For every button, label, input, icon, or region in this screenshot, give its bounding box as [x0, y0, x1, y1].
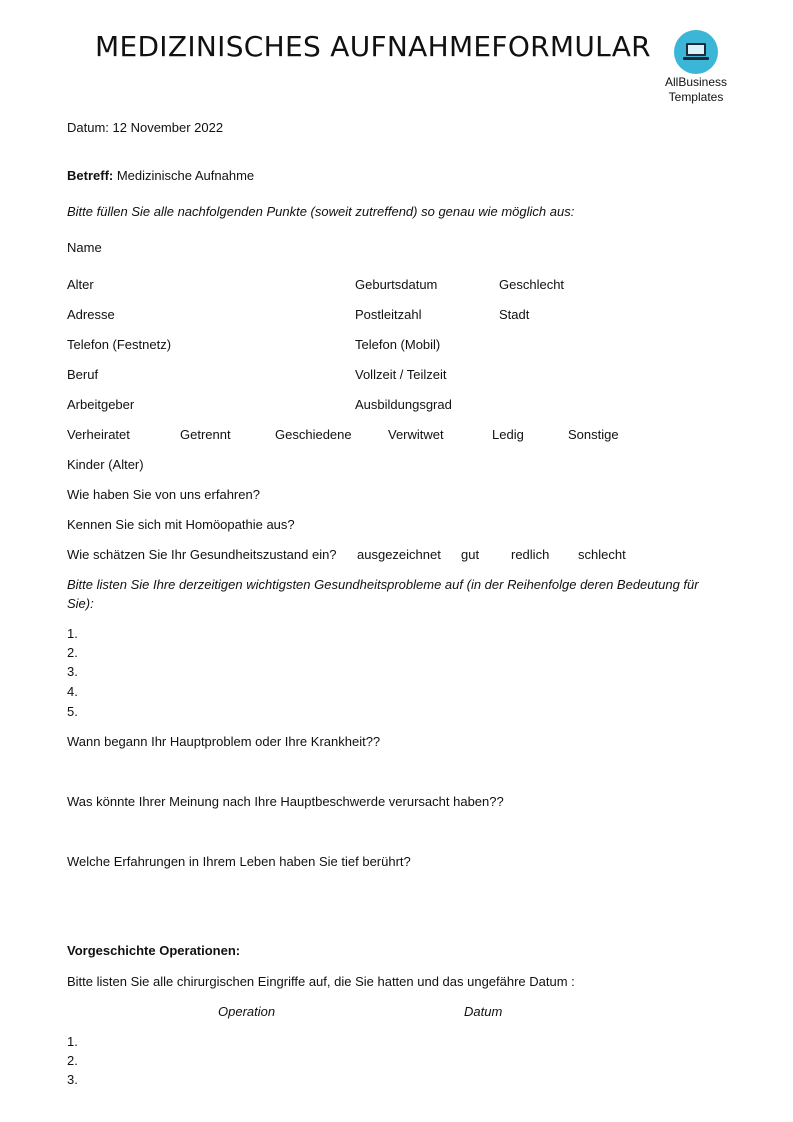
subject-value: Medizinische Aufnahme: [113, 168, 255, 183]
operation-item-2[interactable]: 2.: [67, 1053, 78, 1068]
operations-heading: Vorgeschichte Operationen:: [67, 943, 241, 958]
allbusiness-logo: [660, 30, 732, 104]
subject-label: Betreff:: [67, 168, 114, 183]
question-ursache[interactable]: Was könnte Ihrer Meinung nach Ihre Hauptbeschwerde verursacht haben??: [67, 794, 504, 809]
marital-option-getrennt[interactable]: Getrennt: [180, 427, 231, 442]
field-beruf[interactable]: Beruf: [67, 367, 99, 382]
field-erfahren[interactable]: Wie haben Sie von uns erfahren?: [67, 487, 260, 502]
logo-text-line2: Templates: [668, 90, 724, 104]
operations-column-operation: Operation: [218, 1004, 276, 1019]
operation-item-3[interactable]: 3.: [67, 1072, 78, 1087]
problem-item-4[interactable]: 4.: [67, 684, 78, 699]
health-option-schlecht[interactable]: schlecht: [578, 547, 626, 562]
field-kinder[interactable]: Kinder (Alter): [67, 457, 144, 472]
question-hauptproblem[interactable]: Wann begann Ihr Hauptproblem oder Ihre Krankheit??: [67, 734, 381, 749]
problem-item-1[interactable]: 1.: [67, 626, 78, 641]
question-erfahrungen[interactable]: Welche Erfahrungen in Ihrem Leben haben Sie tief berührt?: [67, 854, 411, 869]
problems-instruction-line2: Sie):: [67, 596, 94, 611]
field-arbeitgeber[interactable]: Arbeitgeber: [67, 397, 135, 412]
operations-instruction: Bitte listen Sie alle chirurgischen Eingriffe auf, die Sie hatten und das ungefähre Datum :: [67, 974, 575, 989]
marital-option-geschiedene[interactable]: Geschiedene: [275, 427, 352, 442]
operation-item-1[interactable]: 1.: [67, 1034, 78, 1049]
marital-option-verheiratet[interactable]: Verheiratet: [67, 427, 130, 442]
subject-line: [67, 168, 254, 184]
date-line: Datum: 12 November 2022: [67, 120, 224, 135]
operations-column-datum: Datum: [464, 1004, 503, 1019]
laptop-icon: [674, 30, 718, 74]
marital-option-verwitwet[interactable]: Verwitwet: [388, 427, 444, 442]
field-geburtsdatum[interactable]: Geburtsdatum: [355, 277, 438, 292]
instruction-text: Bitte füllen Sie alle nachfolgenden Punkte (soweit zutreffend) so genau wie möglich aus:: [67, 204, 575, 219]
field-name[interactable]: Name: [67, 240, 102, 255]
field-vollzeit-teilzeit[interactable]: Vollzeit / Teilzeit: [355, 367, 447, 382]
field-ausbildungsgrad[interactable]: Ausbildungsgrad: [355, 397, 452, 412]
field-telefon-mobil[interactable]: Telefon (Mobil): [355, 337, 441, 352]
field-postleitzahl[interactable]: Postleitzahl: [355, 307, 422, 322]
problems-instruction-line1: Bitte listen Sie Ihre derzeitigen wichtigsten Gesundheitsprobleme auf (in der Reihenfolge deren Bedeutung für: [67, 577, 699, 592]
field-stadt[interactable]: Stadt: [499, 307, 530, 322]
problem-item-2[interactable]: 2.: [67, 645, 78, 660]
field-geschlecht[interactable]: Geschlecht: [499, 277, 565, 292]
field-telefon-festnetz[interactable]: Telefon (Festnetz): [67, 337, 172, 352]
logo-text-line1: AllBusiness: [664, 75, 728, 89]
health-option-redlich[interactable]: redlich: [511, 547, 550, 562]
field-gesundheit-question: Wie schätzen Sie Ihr Gesundheitszustand ein?: [67, 547, 337, 562]
page-title: MEDIZINISCHES AUFNAHMEFORMULAR: [95, 30, 651, 63]
field-alter[interactable]: Alter: [67, 277, 94, 292]
marital-option-sonstige[interactable]: Sonstige: [568, 427, 619, 442]
field-homoeopathie[interactable]: Kennen Sie sich mit Homöopathie aus?: [67, 517, 295, 532]
health-option-ausgezeichnet[interactable]: ausgezeichnet: [357, 547, 441, 562]
problem-item-3[interactable]: 3.: [67, 664, 78, 679]
health-option-gut[interactable]: gut: [461, 547, 480, 562]
marital-option-ledig[interactable]: Ledig: [492, 427, 524, 442]
problem-item-5[interactable]: 5.: [67, 704, 78, 719]
field-adresse[interactable]: Adresse: [67, 307, 115, 322]
